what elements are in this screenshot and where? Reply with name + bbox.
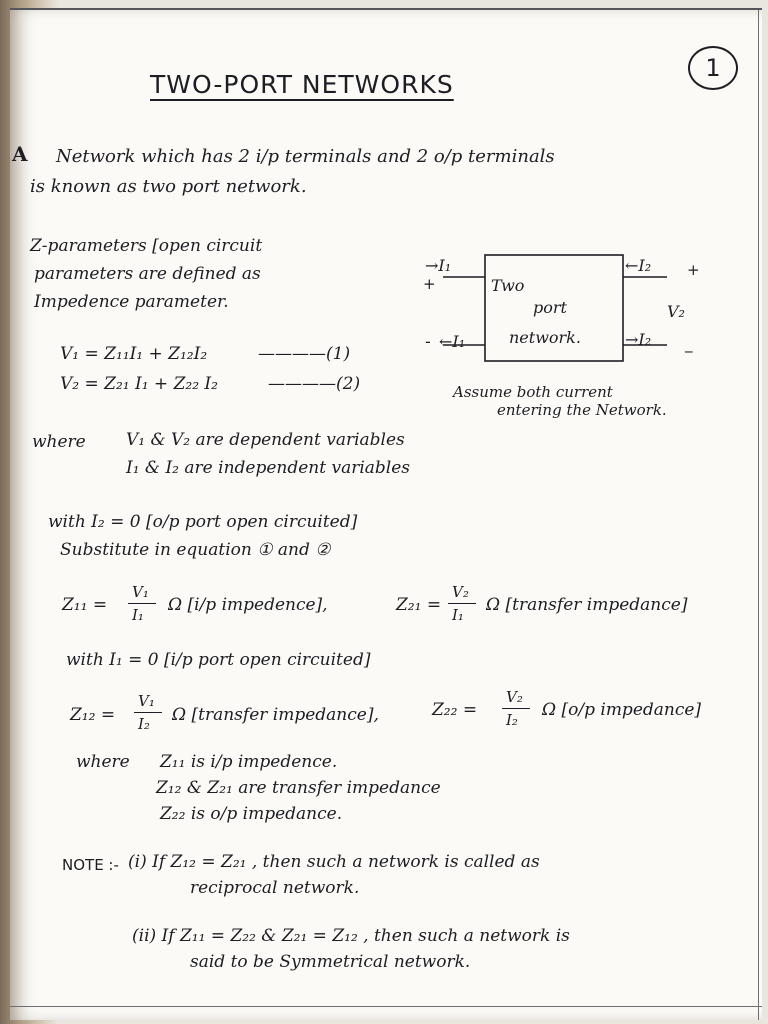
- z21-lhs: Z₂₁ =: [396, 595, 442, 615]
- z21-description: Ω [transfer impedance]: [486, 595, 688, 615]
- current-i1-bottom-arrow: ←I₁: [439, 332, 466, 351]
- z22-fraction-bar: [502, 708, 530, 709]
- z22-description: Ω [o/p impedance]: [542, 700, 702, 720]
- page-number: 1: [688, 46, 738, 90]
- z22-denominator: I₂: [506, 711, 518, 729]
- intro-line-1: Network which has 2 i/p terminals and 2 o/p terminals: [56, 146, 555, 167]
- z22-lhs: Z₂₂ =: [432, 700, 478, 720]
- current-i1-top-arrow: →I₁: [425, 256, 452, 275]
- page-bottom-rule: [10, 1006, 762, 1007]
- box-label-two: Two: [491, 276, 525, 295]
- open-circuit-output-condition: with I₂ = 0 [o/p port open circuited]: [48, 512, 358, 532]
- where-z12-z21-meaning: Z₁₂ & Z₂₁ are transfer impedance: [156, 778, 441, 798]
- z22-numerator: V₂: [506, 688, 523, 706]
- box-label-port: port: [533, 298, 567, 317]
- z21-denominator: I₁: [452, 606, 464, 624]
- current-i2-top-arrow: ←I₂: [625, 256, 652, 275]
- diagram-caption-line-2: entering the Network.: [497, 401, 667, 419]
- z11-numerator: V₁: [132, 583, 149, 601]
- page-margin-rule: [758, 10, 759, 1020]
- open-circuit-input-condition: with I₁ = 0 [i/p port open circuited]: [66, 650, 371, 670]
- diagram-caption-line-1: Assume both current: [453, 383, 613, 401]
- where-z22-meaning: Z₂₂ is o/p impedance.: [160, 804, 343, 824]
- where-line-dependent: V₁ & V₂ are dependent variables: [126, 430, 405, 450]
- note-item-1-line-2: reciprocal network.: [190, 878, 360, 898]
- where-z11-meaning: Z₁₁ is i/p impedence.: [160, 752, 338, 772]
- input-plus-sign: +: [423, 275, 436, 293]
- equation-2: V₂ = Z₂₁ I₁ + Z₂₂ I₂: [60, 374, 218, 394]
- current-i2-bottom-arrow: →I₂: [625, 330, 652, 349]
- where-label-2: where: [76, 752, 130, 772]
- z12-lhs: Z₁₂ =: [70, 705, 116, 725]
- z12-fraction-bar: [134, 712, 162, 713]
- page-title: TWO-PORT NETWORKS: [150, 70, 454, 99]
- two-port-network-diagram: [415, 245, 705, 425]
- z12-denominator: I₂: [138, 715, 150, 733]
- z-definition-line-2: parameters are defined as: [34, 264, 261, 284]
- z12-numerator: V₁: [138, 692, 155, 710]
- z11-denominator: I₁: [132, 606, 144, 624]
- equation-1-tag: ————(1): [258, 344, 351, 364]
- note-label: NOTE :-: [62, 856, 119, 874]
- z21-numerator: V₂: [452, 583, 469, 601]
- note-item-2-line-1: (ii) If Z₁₁ = Z₂₂ & Z₂₁ = Z₁₂ , then such a network is: [132, 926, 570, 946]
- z-definition-line-1: Z-parameters [open circuit: [30, 236, 263, 256]
- output-plus-sign: +: [687, 261, 700, 279]
- z21-fraction-bar: [448, 603, 476, 604]
- box-label-network: network.: [509, 328, 581, 347]
- equation-2-tag: ————(2): [268, 374, 361, 394]
- z11-lhs: Z₁₁ =: [62, 595, 108, 615]
- z-definition-line-3: Impedence parameter.: [34, 292, 229, 312]
- where-label-1: where: [32, 432, 86, 452]
- output-voltage-v2: V₂: [667, 302, 685, 321]
- note-item-1-line-1: (i) If Z₁₂ = Z₂₁ , then such a network is called as: [128, 852, 540, 872]
- substitute-instruction: Substitute in equation ① and ②: [60, 540, 331, 560]
- intro-drop-letter: A: [12, 142, 28, 166]
- note-item-2-line-2: said to be Symmetrical network.: [190, 952, 471, 972]
- z12-description: Ω [transfer impedance],: [172, 705, 379, 725]
- where-line-independent: I₁ & I₂ are independent variables: [126, 458, 411, 478]
- input-minus-sign: -: [425, 332, 431, 351]
- z11-description: Ω [i/p impedence],: [168, 595, 328, 615]
- output-minus-sign: _: [685, 335, 693, 353]
- equation-1: V₁ = Z₁₁I₁ + Z₁₂I₂: [60, 344, 208, 364]
- intro-line-2: is known as two port network.: [30, 176, 307, 197]
- z11-fraction-bar: [128, 603, 156, 604]
